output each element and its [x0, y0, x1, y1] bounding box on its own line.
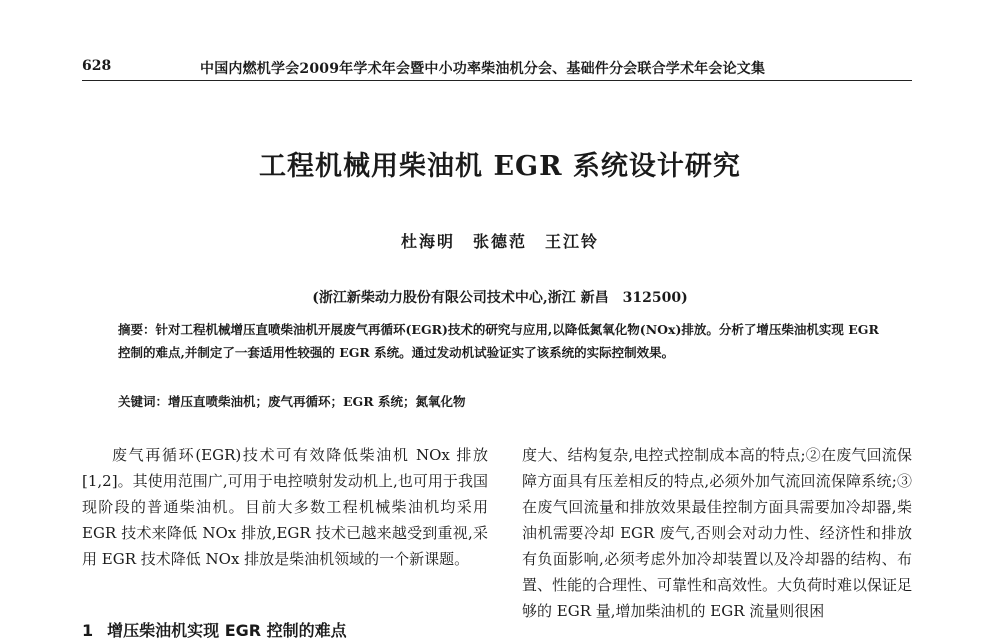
article-affiliation: (浙江新柴动力股份有限公司技术中心,浙江 新昌 312500) [312, 290, 688, 306]
keywords-text: 增压直喷柴油机；废气再循环；EGR 系统；氮氧化物 [168, 394, 466, 409]
abstract [118, 318, 880, 364]
abstract-text: 针对工程机械增压直喷柴油机开展废气再循环(EGR)技术的研究与应用,以降低氮氧化物(NOx)排放。分析了增压柴油机实现 EGR 控制的难点,并制定了一套适用性较强的 EGR 系统。通过发动机试验证实了该系统的实际控制效果。 [118, 322, 879, 360]
abstract-label: 摘要： [118, 322, 156, 337]
article-title: 工程机械用柴油机 EGR 系统设计研究 [259, 151, 741, 182]
keywords [118, 392, 880, 410]
section-heading [82, 618, 347, 641]
section-number: 1 [82, 621, 94, 640]
body-left-paragraph: 废气再循环(EGR)技术可有效降低柴油机 NOx 排放[1,2]。其使用范围广,可用于电控喷射发动机上,也可用于我国现阶段的普通柴油机。目前大多数工程机械柴油机均采用 EGR 技术来降低 NOx 排放,EGR 技术已越来越受到重视,采用 EGR 技术降低 NOx 排放是柴油机领域的一个新课题。 [82, 446, 488, 568]
article-authors: 杜海明 张德范 王江铃 [400, 232, 599, 251]
header-rule [82, 80, 912, 81]
journal-title: 中国内燃机学会2009年学术年会暨中小功率柴油机分会、基础件分会联合学术年会论文集 [200, 61, 766, 77]
keywords-label: 关键词： [118, 394, 169, 409]
running-header [82, 58, 912, 78]
page-number: 628 [82, 58, 112, 74]
body-right-paragraph: 度大、结构复杂,电控式控制成本高的特点;②在废气回流保障方面具有压差相反的特点,必须外加气流回流保障系统;③在废气回流量和排放效果最佳控制方面具需要加冷却器,柴油机需要冷却 EGR 废气,否则会对动力性、经济性和排放有负面影响,必须考虑外加冷却装置以及冷却器的结构、布置、性能的合理性、可靠性和高效性。大负荷时难以保证足够的 EGR 量,增加柴油机的 EGR 流量则很困 [522, 446, 913, 620]
section-title: 增压柴油机实现 EGR 控制的难点 [107, 621, 347, 640]
